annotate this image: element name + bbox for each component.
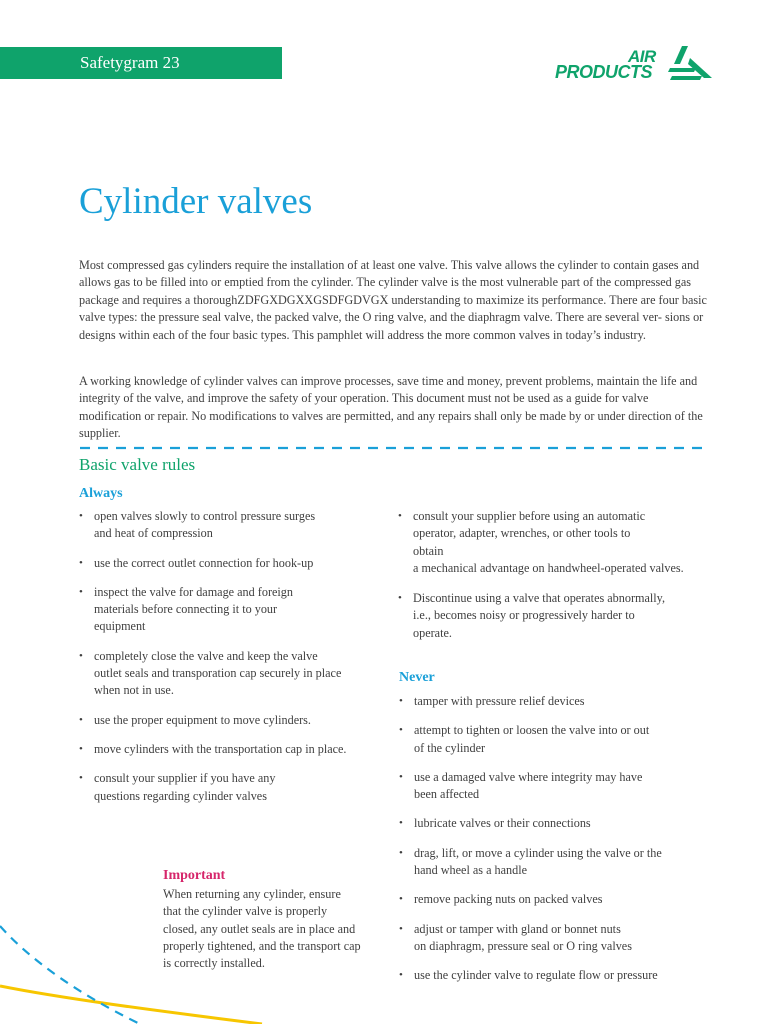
list-item: • drag, lift, or move a cylinder using the valve or the hand wheel as a handle bbox=[399, 845, 729, 880]
list-item: • consult your supplier if you have any questions regarding cylinder valves bbox=[79, 770, 379, 805]
list-item: • use the correct outlet connection for hook-up bbox=[79, 555, 379, 572]
list-item: • use a damaged valve where integrity may have been affected bbox=[399, 769, 729, 804]
decorative-curves bbox=[0, 900, 300, 1024]
intro-paragraph-2: A working knowledge of cylinder valves can improve processes, save time and money, prevent problems, maintain the life and integrity of the valve, and improve the safety of your operation. This document must not be used as a guide for valve modification or repair. No modifications to valves are permitted, and any repairs shall only be made by or under direction of the supplier. bbox=[79, 374, 703, 441]
important-heading: Important bbox=[163, 868, 226, 883]
safetygram-banner bbox=[0, 47, 282, 79]
list-item: • attempt to tighten or loosen the valve into or out of the cylinder bbox=[399, 722, 729, 757]
always-list-left bbox=[79, 508, 379, 817]
never-heading: Never bbox=[399, 670, 435, 685]
page-title: Cylinder valves bbox=[79, 181, 313, 222]
always-list-right bbox=[398, 508, 728, 655]
intro-paragraph-1: Most compressed gas cylinders require the installation of at least one valve. This valve allows the cylinder to contain gases and allows gas to be filled into or emptied from the cylinder. The cylinder valve is the most vulnerable part of the compressed gas package and requires a thoroughZDFGXDGXXGSDFGDVGX understanding to maximize its performance. There are four basic valve types: the pressure seal valve, the packed valve, the O ring valve, and the diaphragm valve. There are several ver- sions or designs within each of the four basic types. This pamphlet will address the more common valves in today’s industry. bbox=[79, 258, 707, 342]
always-heading: Always bbox=[79, 486, 123, 501]
list-item: • open valves slowly to control pressure surges and heat of compression bbox=[79, 508, 379, 543]
important-note: When returning any cylinder, ensure that the cylinder valve is properly closed, any outlet seals are in place and properly tightened, and the transport cap is correctly installed. bbox=[163, 887, 361, 971]
list-item: • lubricate valves or their connections bbox=[399, 815, 729, 832]
list-item: • consult your supplier before using an automatic operator, adapter, wrenches, or other tools to obtain a mechanical advantage on handwheel-operated valves. bbox=[398, 508, 728, 577]
list-item: • use the cylinder valve to regulate flow or pressure bbox=[399, 967, 729, 984]
logo-mark-icon bbox=[668, 44, 712, 82]
never-list bbox=[399, 693, 729, 997]
list-item: • inspect the valve for damage and foreign materials before connecting it to your equipment bbox=[79, 584, 379, 636]
logo-text-air: AIR bbox=[628, 47, 656, 66]
logo-text-products: PRODUCTS bbox=[555, 62, 653, 82]
air-products-logo bbox=[554, 44, 714, 84]
list-item: • move cylinders with the transportation cap in place. bbox=[79, 741, 379, 758]
list-item: • tamper with pressure relief devices bbox=[399, 693, 729, 710]
banner-label: Safetygram 23 bbox=[80, 53, 180, 72]
list-item: • use the proper equipment to move cylinders. bbox=[79, 712, 379, 729]
list-item: • Discontinue using a valve that operates abnormally, i.e., becomes noisy or progressively harder to operate. bbox=[398, 590, 728, 642]
list-item: • remove packing nuts on packed valves bbox=[399, 891, 729, 908]
list-item: • adjust or tamper with gland or bonnet nuts on diaphragm, pressure seal or O ring valves bbox=[399, 921, 729, 956]
list-item: • completely close the valve and keep the valve outlet seals and transporation cap securely in place when not in use. bbox=[79, 648, 379, 700]
section-heading: Basic valve rules bbox=[79, 455, 196, 474]
section-divider bbox=[80, 446, 710, 450]
